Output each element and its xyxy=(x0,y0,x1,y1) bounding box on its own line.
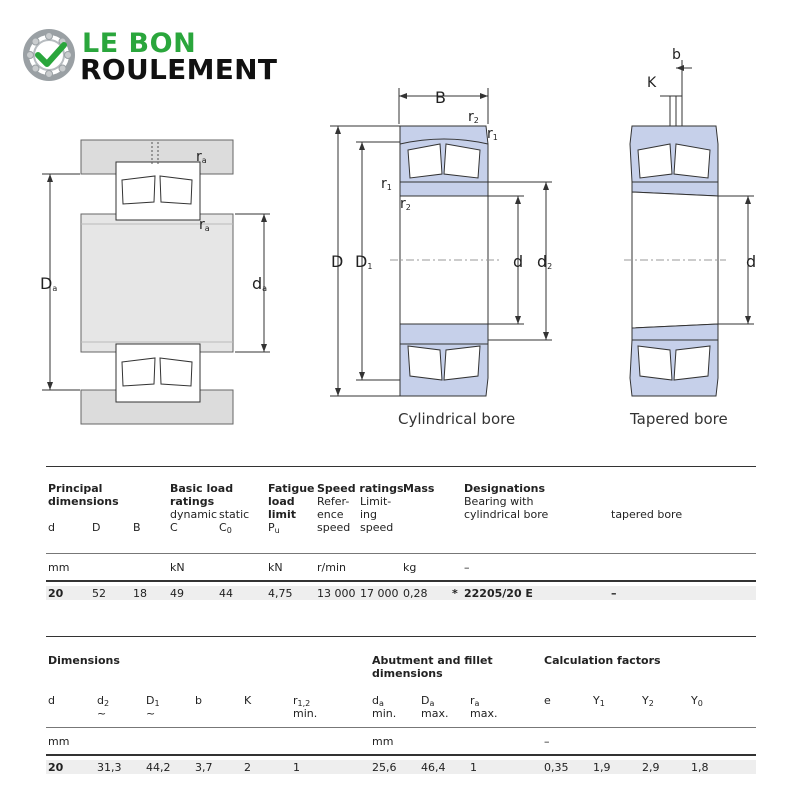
t1-row-ref-speed: 13 000 xyxy=(317,587,356,600)
t1-unit-kN: kN xyxy=(170,561,185,574)
t1-h-C0: $C_0$ xyxy=(219,521,232,535)
label-D: D xyxy=(331,252,344,271)
t2-h-da: $d_a$ xyxy=(372,694,384,708)
t1-unit-kN2: kN xyxy=(268,561,283,574)
label-D1: $D_1$ xyxy=(355,252,373,271)
t1-h-speed-ratings: Speed ratings xyxy=(317,482,404,495)
t2-h-da-min: min. xyxy=(372,707,397,720)
t1-unit-dash: – xyxy=(464,561,470,574)
table1-top-rule xyxy=(46,466,756,467)
t2-row-da: 25,6 xyxy=(372,761,397,774)
t2-row-Y1: 1,9 xyxy=(593,761,611,774)
t1-h-D: D xyxy=(92,521,101,534)
t1-h-limit: limit xyxy=(268,508,297,521)
t1-h-B: B xyxy=(133,521,141,534)
t1-row-C0: 44 xyxy=(219,587,233,600)
t2-h-r12: $r_{1,2}$ xyxy=(293,694,311,708)
t2-h-K: K xyxy=(244,694,252,707)
caption-tapered: Tapered bore xyxy=(630,410,728,428)
t2-h-Y2: $Y_2$ xyxy=(642,694,654,708)
logo-line1: LE BON xyxy=(82,28,197,59)
t2-h-D1: $D_1$ xyxy=(146,694,160,708)
label-r1-top: $r_1$ xyxy=(487,126,498,142)
t2-unit-mm: mm xyxy=(48,735,70,748)
label-Da: $D_a$ xyxy=(40,274,58,293)
logo-line2: ROULEMENT xyxy=(80,53,278,86)
label-K: K xyxy=(647,75,657,91)
bearing-check-icon xyxy=(22,28,76,82)
t2-h-ra: $r_a$ xyxy=(470,694,480,708)
t1-unit-mm: mm xyxy=(48,561,70,574)
t2-h-Y1: $Y_1$ xyxy=(593,694,605,708)
t2-h-r12-min: min. xyxy=(293,707,318,720)
t1-h-limiting: Limit- xyxy=(360,495,392,508)
t2-h-Da-max: max. xyxy=(421,707,449,720)
t1-h-d: d xyxy=(48,521,55,534)
t1-h-mass: Mass xyxy=(403,482,435,495)
label-d-tapered: d xyxy=(746,252,757,271)
table2-data-rule xyxy=(46,754,756,756)
table1-data-rule xyxy=(46,580,756,582)
t2-row-r12: 1 xyxy=(293,761,300,774)
t1-unit-kg: kg xyxy=(403,561,417,574)
t1-h-C: C xyxy=(170,521,178,534)
t1-row-Pu: 4,75 xyxy=(268,587,293,600)
t1-h-fatigue: Fatigue xyxy=(268,482,315,495)
label-B: B xyxy=(435,88,446,107)
t2-row-D1: 44,2 xyxy=(146,761,171,774)
table2-mid-rule xyxy=(46,727,756,728)
t1-row-lim-speed: 17 000 xyxy=(360,587,399,600)
t1-row-d: 20 xyxy=(48,587,64,600)
t2-h-Y0: $Y_0$ xyxy=(691,694,703,708)
t1-row-D: 52 xyxy=(92,587,106,600)
t1-h-ratings: ratings xyxy=(170,495,215,508)
t1-row-star: * xyxy=(452,587,458,600)
t1-row-B: 18 xyxy=(133,587,147,600)
t2-h-d2-tilde: ~ xyxy=(97,707,107,720)
label-ra-bottom: $r_a$ xyxy=(199,217,210,233)
label-b: b xyxy=(672,47,681,63)
t2-unit-dash: – xyxy=(544,735,550,748)
t2-h-Da: $D_a$ xyxy=(421,694,435,708)
t2-row-e: 0,35 xyxy=(544,761,569,774)
t2-h-d2: $d_2$ xyxy=(97,694,110,708)
label-r2-mid: $r_2$ xyxy=(400,196,411,212)
t2-h-dimensions: Dimensions xyxy=(48,654,120,667)
t1-h-principal: Principal xyxy=(48,482,103,495)
t1-h-speed: speed xyxy=(317,521,351,534)
t1-h-dimensions: dimensions xyxy=(48,495,119,508)
t1-h-Pu: $P_u$ xyxy=(268,521,280,535)
cylindrical-bore-drawing xyxy=(320,84,570,404)
label-r2-top: $r_2$ xyxy=(468,109,479,125)
table1-row-band xyxy=(46,586,756,600)
table2-top-rule xyxy=(46,636,756,637)
t2-unit-mm2: mm xyxy=(372,735,394,748)
t1-row-tap-designation: – xyxy=(611,587,617,600)
t2-row-b: 3,7 xyxy=(195,761,213,774)
t1-h-ence: ence xyxy=(317,508,344,521)
t2-h-abutment2: dimensions xyxy=(372,667,443,680)
t2-h-calc: Calculation factors xyxy=(544,654,661,667)
t2-row-Y2: 2,9 xyxy=(642,761,660,774)
t1-h-refer: Refer- xyxy=(317,495,350,508)
t2-h-b: b xyxy=(195,694,202,707)
tapered-bore-drawing xyxy=(620,40,770,400)
t2-h-e: e xyxy=(544,694,551,707)
t2-h-d: d xyxy=(48,694,55,707)
table1-mid-rule xyxy=(46,553,756,554)
label-da: $d_a$ xyxy=(252,274,268,293)
t1-h-speed2: speed xyxy=(360,521,394,534)
t1-row-cyl-designation: 22205/20 E xyxy=(464,587,533,600)
t1-h-static: static xyxy=(219,508,250,521)
t1-h-basic-load: Basic load xyxy=(170,482,234,495)
t1-row-mass: 0,28 xyxy=(403,587,428,600)
label-d2: $d_2$ xyxy=(537,252,553,271)
label-ra-top: $r_a$ xyxy=(196,149,207,165)
t1-h-ing: ing xyxy=(360,508,378,521)
t2-row-ra: 1 xyxy=(470,761,477,774)
t2-h-ra-max: max. xyxy=(470,707,498,720)
t2-row-Da: 46,4 xyxy=(421,761,446,774)
t2-h-D1-tilde: ~ xyxy=(146,707,156,720)
t1-row-C: 49 xyxy=(170,587,184,600)
t2-row-d: 20 xyxy=(48,761,64,774)
t1-h-designations: Designations xyxy=(464,482,546,495)
t2-h-abutment: Abutment and fillet xyxy=(372,654,493,667)
caption-cylindrical: Cylindrical bore xyxy=(398,410,516,428)
t2-row-Y0: 1,8 xyxy=(691,761,709,774)
label-d: d xyxy=(513,252,524,271)
t2-row-K: 2 xyxy=(244,761,251,774)
t2-row-d2: 31,3 xyxy=(97,761,122,774)
t1-h-cyl-bore: cylindrical bore xyxy=(464,508,549,521)
t1-h-dynamic: dynamic xyxy=(170,508,218,521)
t1-h-load: load xyxy=(268,495,295,508)
mounting-drawing xyxy=(30,130,290,430)
t1-h-bearing-with: Bearing with xyxy=(464,495,534,508)
t1-unit-rpm: r/min xyxy=(317,561,346,574)
label-r1-mid: $r_1$ xyxy=(381,176,392,192)
t1-h-tapered-bore: tapered bore xyxy=(611,508,683,521)
